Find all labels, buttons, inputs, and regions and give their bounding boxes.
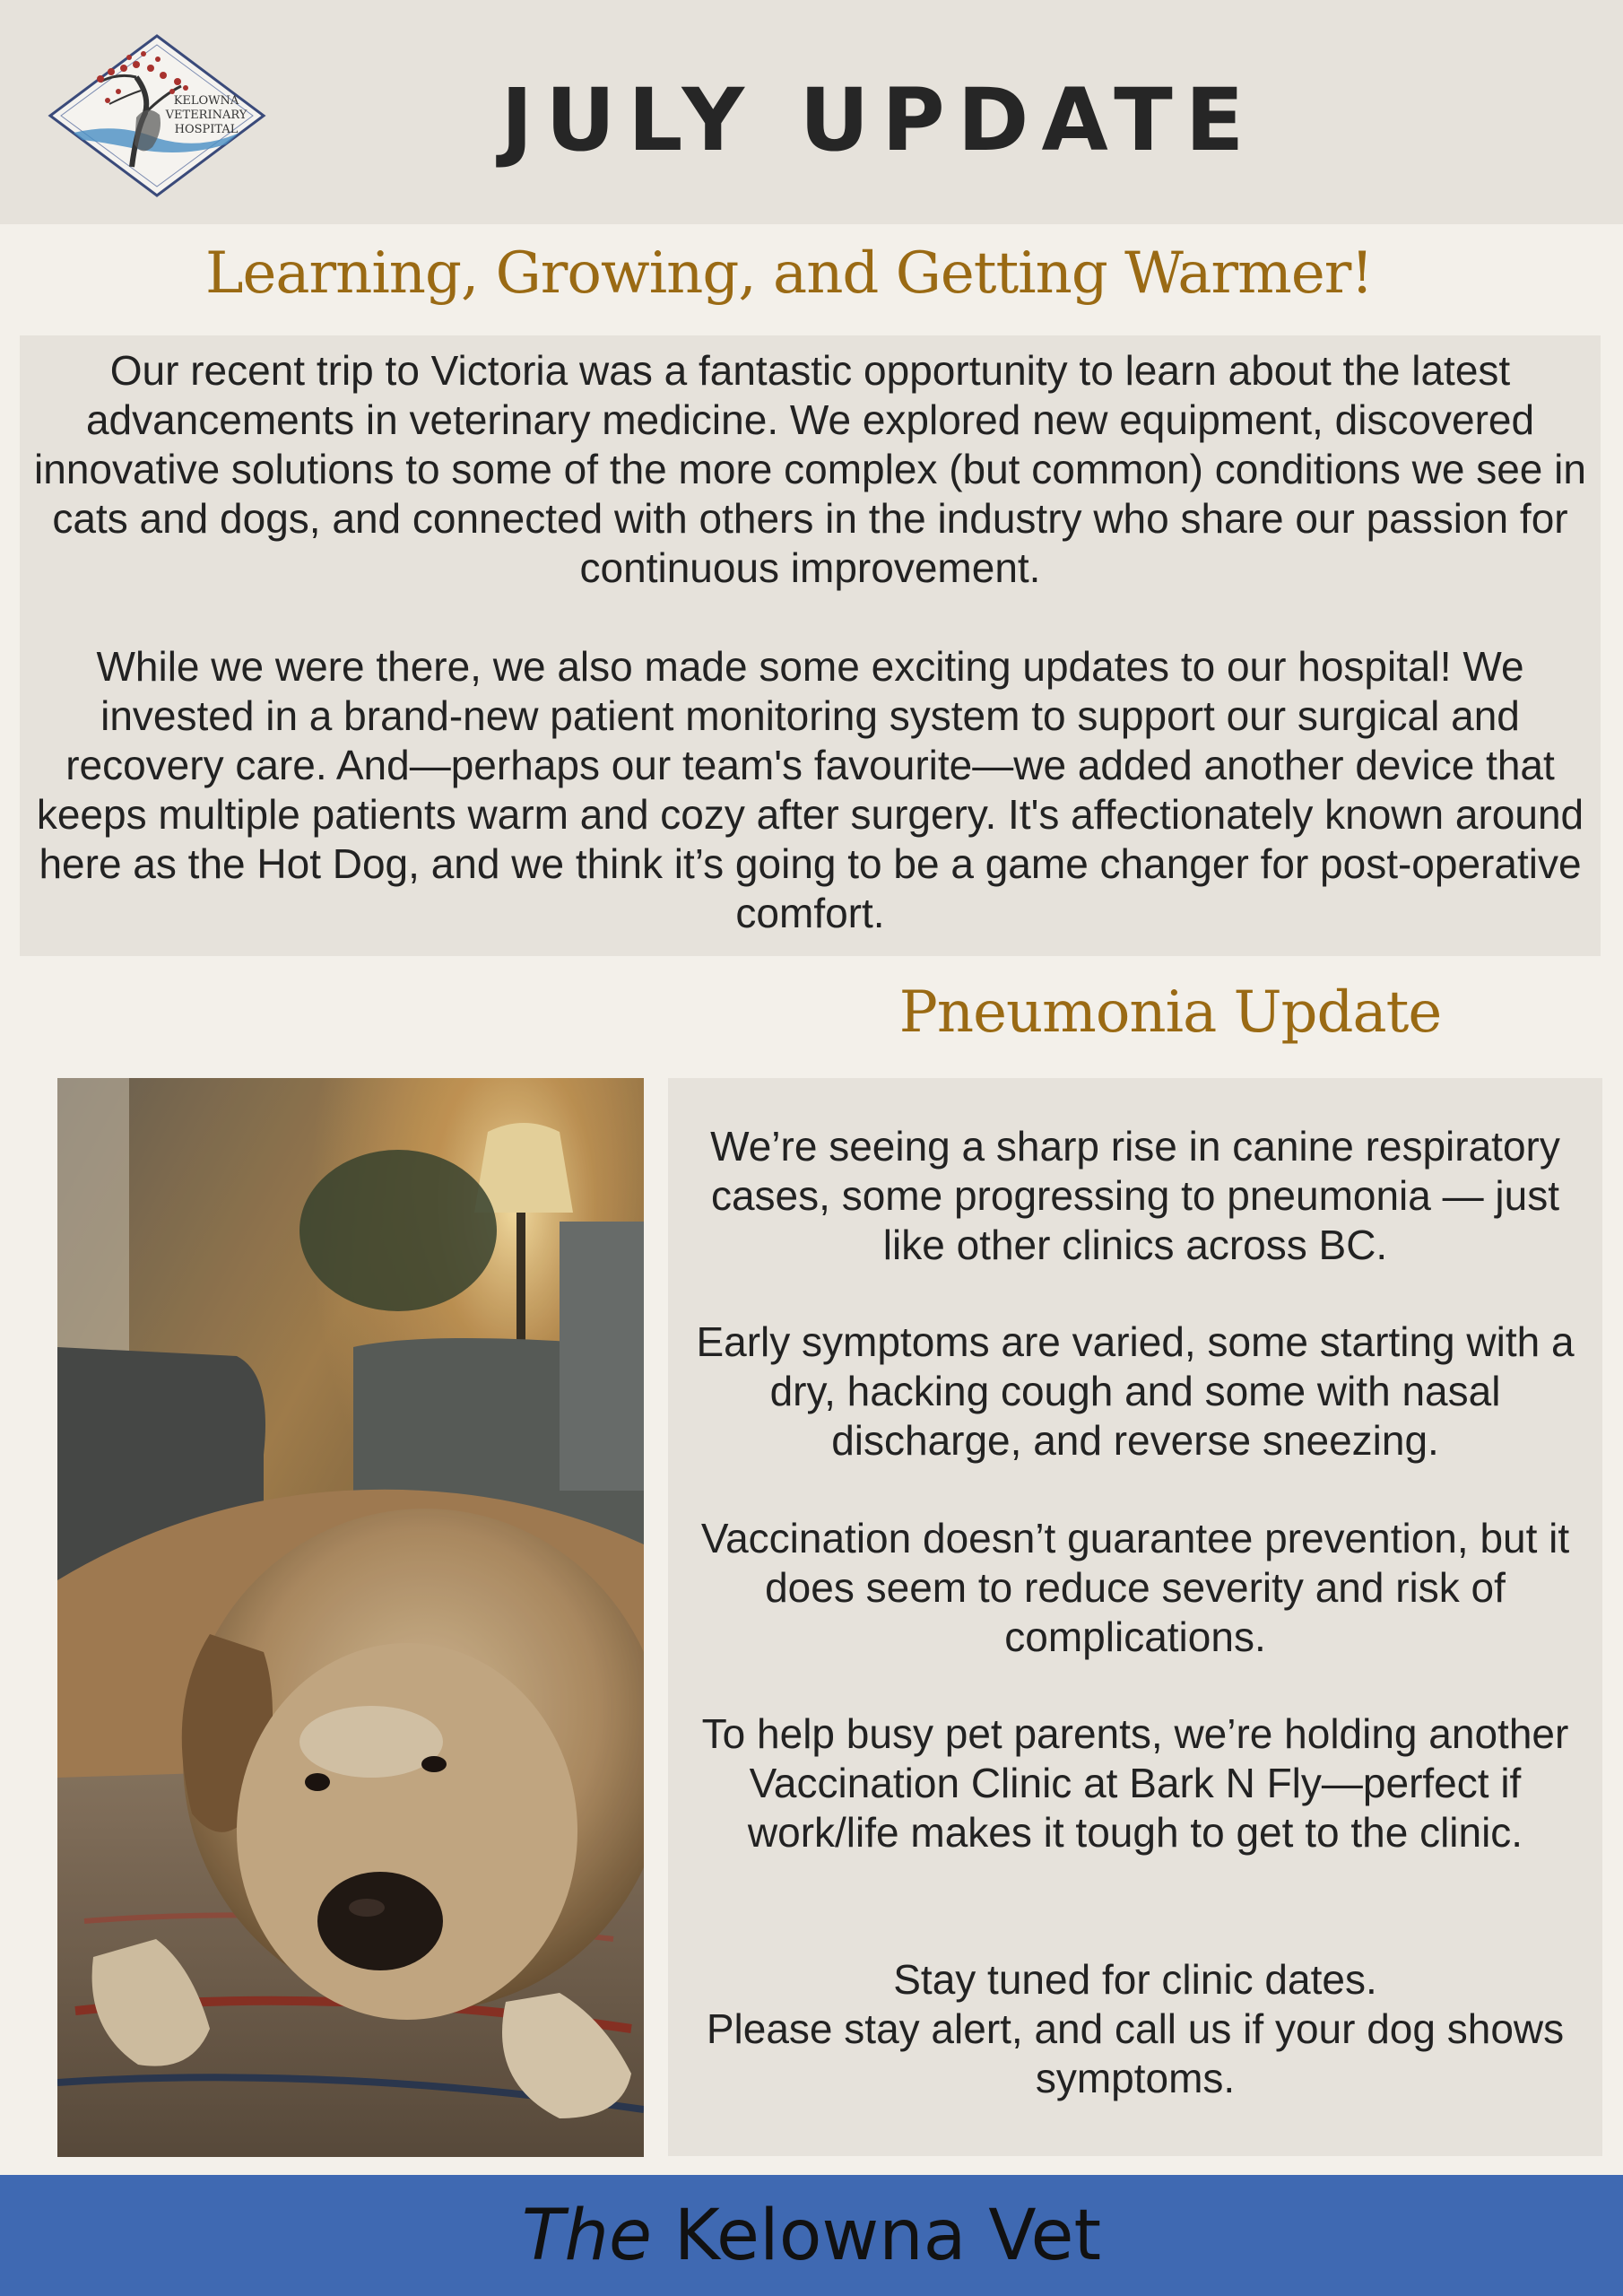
pneumonia-paragraph-5: Stay tuned for clinic dates. [893,1956,1377,2003]
pneumonia-paragraph-2: Early symptoms are varied, some starting with a dry, hacking cough and some with nasal discharge, and reverse sneezing. [696,1318,1575,1464]
footer-brand-the: The [521,2196,652,2276]
footer-brand [0,2196,1623,2276]
section-heading-learning: Learning, Growing, and Getting Warmer! [204,240,1374,307]
pneumonia-paragraph-1: We’re seeing a sharp rise in canine respiratory cases, some progressing to pneumonia — just like other clinics across BC. [710,1123,1560,1268]
pneumonia-paragraph-4: To help busy pet parents, we’re holding another Vaccination Clinic at Bark N Fly—perfect if work/life makes it tough to get to the clinic. [701,1710,1569,1856]
page-title: JULY UPDATE [500,70,1257,170]
pneumonia-paragraph-3: Vaccination doesn’t guarantee prevention, but it does seem to reduce severity and risk of complications. [700,1515,1570,1660]
svg-text:VETERINARY: VETERINARY [165,109,247,122]
dog-photo [57,1078,644,2157]
intro-paragraph-2: While we were there, we also made some exciting updates to our hospital! We invested in a brand-new patient monitoring system to support our surgical and recovery care. And—perhaps our team's favourite—we added another device that keeps multiple patients warm and cozy after surgery. It's affectionately known around here as the Hot Dog, and we think it’s going to be a game changer for post-operative comfort. [36,643,1584,936]
intro-paragraph-1: Our recent trip to Victoria was a fantastic opportunity to learn about the latest advancements in veterinary medicine. We explored new equipment, discovered innovative solutions to some of the more complex (but common) conditions we see in cats and dogs, and connected with others in the industry who share our passion for continuous improvement. [34,347,1586,591]
svg-text:KELOWNA: KELOWNA [173,94,239,108]
footer-brand-name: Kelowna Vet [673,2196,1102,2276]
pneumonia-paragraph-6: Please stay alert, and call us if your dog shows symptoms. [706,2005,1565,2101]
svg-text:HOSPITAL: HOSPITAL [174,123,239,136]
section-heading-pneumonia: Pneumonia Update [898,979,1442,1046]
